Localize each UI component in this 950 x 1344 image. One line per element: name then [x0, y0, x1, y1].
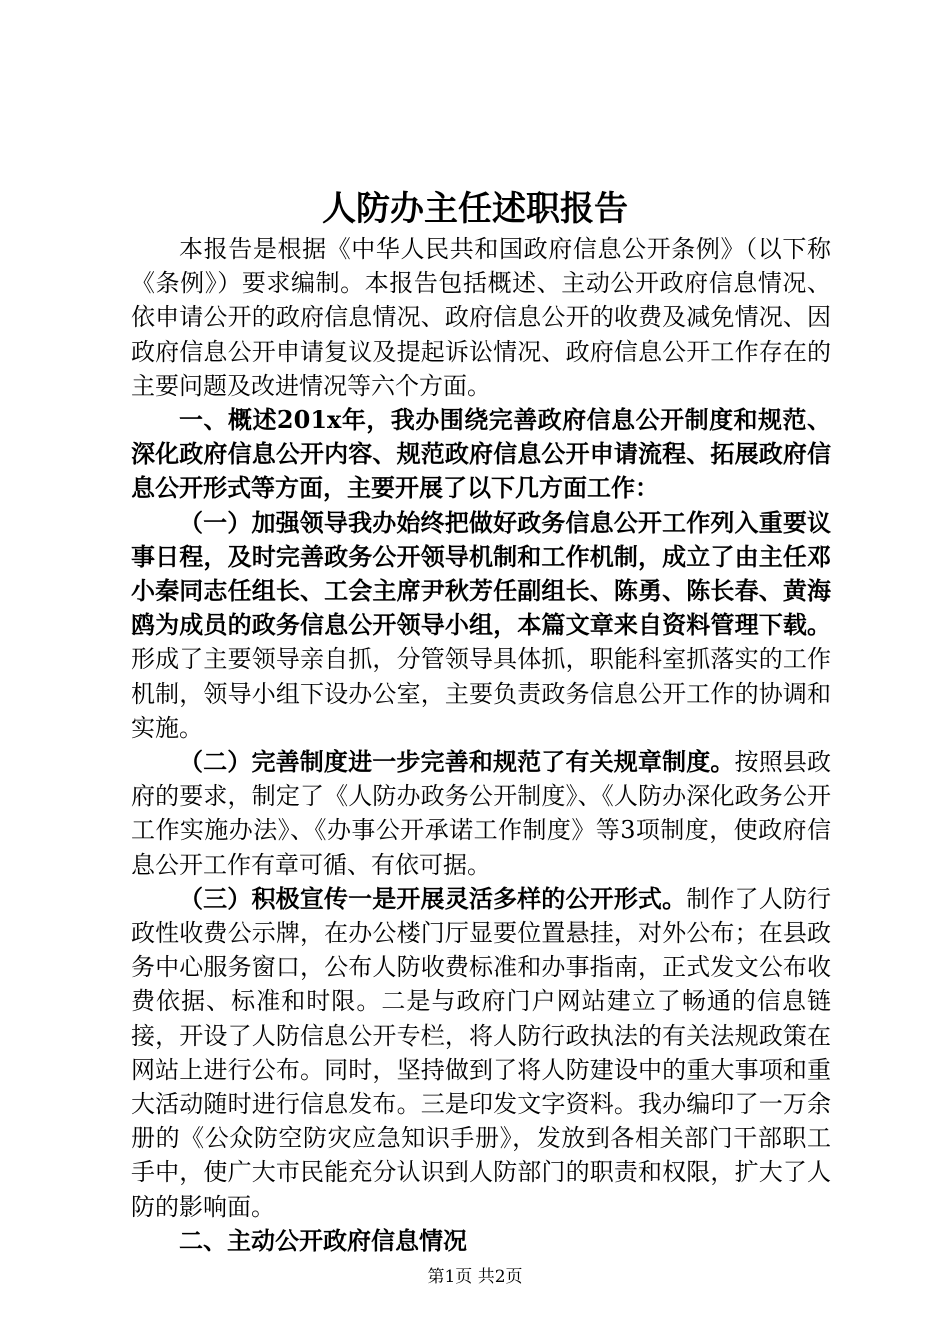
document-body — [131, 232, 831, 1258]
item-1-paragraph — [131, 506, 831, 745]
item-3-lead: （三）积极宣传一是开展灵活多样的公开形式。 — [179, 883, 687, 913]
item-2-text: 按照县政府的要求，制定了《人防办政务公开制度》、《人防办深化政务公开工作实施办法》、《办事公开承诺工作制度》等3项制度，使政府信息公开工作有章可循、有依可据。 — [131, 748, 832, 879]
item-2-paragraph — [131, 745, 831, 882]
intro-paragraph: 本报告是根据《中华人民共和国政府信息公开条例》（以下称《条例》）要求编制。本报告包括概述、主动公开政府信息情况、依申请公开的政府信息情况、政府信息公开的收费及减免情况、因政府信息公开申请复议及提起诉讼情况、政府信息公开工作存在的主要问题及改进情况等六个方面。 — [131, 235, 831, 400]
item-3-text: 制作了人防行政性收费公示牌，在办公楼门厅显要位置悬挂，对外公布；在县政务中心服务窗口，公布人防收费标准和办事指南，正式发文公布收费依据、标准和时限。二是与政府门户网站建立了畅通的信息链接，开设了人防信息公开专栏，将人防行政执法的有关法规政策在网站上进行公布。同时，坚持做到了将人防建设中的重大事项和重大活动随时进行信息发布。三是印发文字资料。我办编印了一万余册的《公众防空防灾应急知识手册》，发放到各相关部门干部职工手中，使广大市民能充分认识到人防部门的职责和权限，扩大了人防的影响面。 — [131, 884, 832, 1221]
document-title: 人防办主任述职报告 — [322, 189, 628, 229]
page-footer: 第1页 共2页 — [427, 1267, 523, 1287]
item-2-lead: （二）完善制度进一步完善和规范了有关规章制度。 — [179, 747, 735, 777]
item-3-paragraph — [131, 882, 831, 1224]
item-1-lead: （一）加强领导我办始终把做好政务信息公开工作列入重要议事日程，及时完善政务公开领导机制和工作机制，成立了由主任邓小秦同志任组长、工会主席尹秋芳任副组长、陈勇、陈长春、黄海鸥为成员的政务信息公开领导小组，本篇文章来自资料管理下载。 — [131, 507, 831, 640]
item-1-text: 形成了主要领导亲自抓，分管领导具体抓，职能科室抓落实的工作机制，领导小组下设办公室，主要负责政务信息公开工作的协调和实施。 — [131, 645, 831, 742]
section-2-heading: 二、主动公开政府信息情况 — [179, 1225, 467, 1255]
section-1-paragraph: 一、概述201x年，我办围绕完善政府信息公开制度和规范、深化政府信息公开内容、规范政府信息公开申请流程、拓展政府信息公开形式等方面，主要开展了以下几方面工作： — [131, 405, 831, 503]
